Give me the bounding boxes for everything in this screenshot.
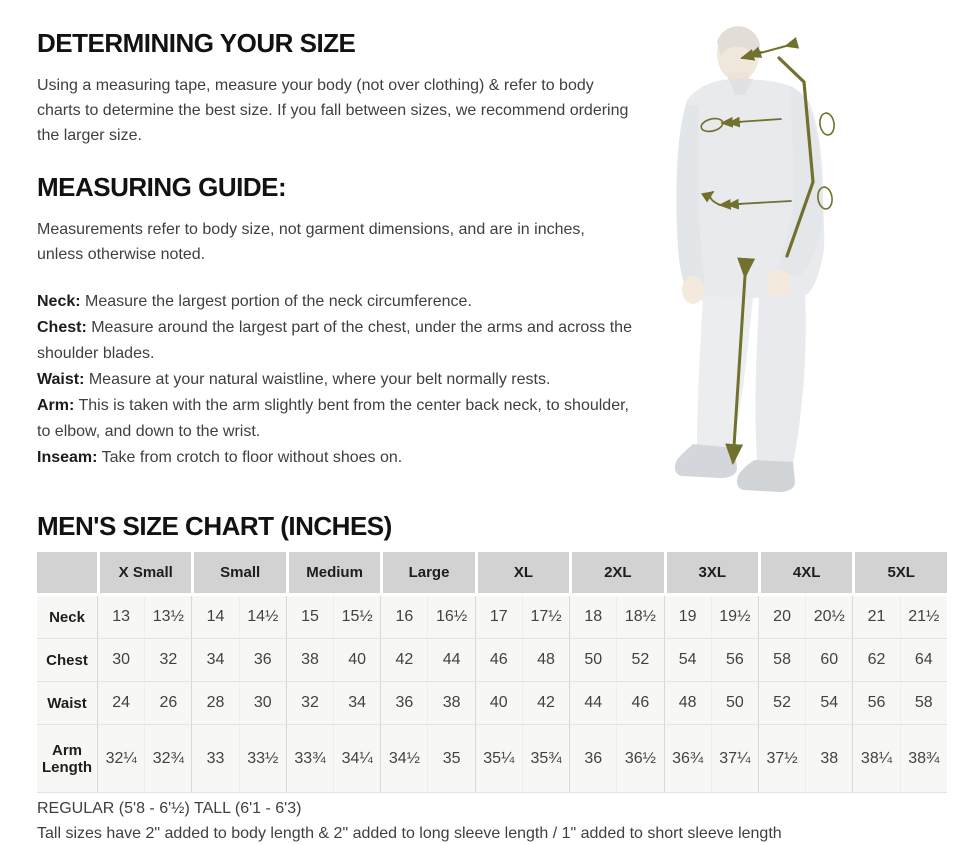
- size-value-cell: 30: [239, 682, 286, 725]
- size-value-cell: 17: [475, 596, 522, 639]
- size-value-cell: 38¼: [852, 725, 899, 793]
- size-value-cell: 37¼: [711, 725, 758, 793]
- size-value-cell: 20: [758, 596, 805, 639]
- waist-term: Waist:: [37, 370, 85, 388]
- measuring-guide-text: Measurements refer to body size, not garment dimensions, and are in inches, unless otherwise noted.: [37, 220, 585, 263]
- size-chart-header: [37, 552, 947, 596]
- size-column-header: Large: [380, 552, 474, 596]
- size-value-cell: 52: [758, 682, 805, 725]
- size-value-cell: 18½: [616, 596, 663, 639]
- waist-definition: [37, 367, 633, 393]
- size-value-cell: 32: [144, 639, 191, 682]
- determining-size-heading: DETERMINING YOUR SIZE: [37, 28, 356, 58]
- measurement-figure-svg: [641, 24, 941, 494]
- size-value-cell: 50: [711, 682, 758, 725]
- size-value-cell: 19½: [711, 596, 758, 639]
- intro-text: Using a measuring tape, measure your body (not over clothing) & refer to body charts to determine the best size. If you fall between sizes, we recommend ordering the larger size.: [37, 77, 629, 145]
- chest-term: Chest:: [37, 318, 87, 336]
- size-value-cell: 14: [191, 596, 238, 639]
- size-value-cell: 13: [97, 596, 144, 639]
- size-value-cell: 54: [805, 682, 852, 725]
- neck-term: Neck:: [37, 292, 81, 310]
- size-value-cell: 50: [569, 639, 616, 682]
- size-value-cell: 16½: [427, 596, 474, 639]
- size-value-cell: 21: [852, 596, 899, 639]
- size-value-cell: 56: [711, 639, 758, 682]
- size-header-row: [37, 552, 947, 596]
- size-value-cell: 48: [664, 682, 711, 725]
- measurement-figure: [641, 24, 941, 499]
- size-value-cell: 15½: [333, 596, 380, 639]
- size-column-header: XL: [475, 552, 569, 596]
- instructions-column: [37, 30, 633, 471]
- size-value-cell: 20½: [805, 596, 852, 639]
- size-value-cell: 35¾: [522, 725, 569, 793]
- size-value-cell: 38: [805, 725, 852, 793]
- size-value-cell: 33: [191, 725, 238, 793]
- size-value-cell: 34¼: [333, 725, 380, 793]
- measurement-row-label: Arm Length: [37, 725, 97, 793]
- size-value-cell: 13½: [144, 596, 191, 639]
- size-value-cell: 52: [616, 639, 663, 682]
- size-table-row: [37, 725, 947, 793]
- size-value-cell: 48: [522, 639, 569, 682]
- size-value-cell: 44: [569, 682, 616, 725]
- size-column-header: Medium: [286, 552, 380, 596]
- measuring-guide-heading: MEASURING GUIDE:: [37, 172, 287, 203]
- size-value-cell: 24: [97, 682, 144, 725]
- chart-footnotes: [37, 798, 947, 845]
- size-value-cell: 54: [664, 639, 711, 682]
- arm-description: This is taken with the arm slightly bent from the center back neck, to shoulder, to elbow, and down to the wrist.: [37, 396, 629, 440]
- neck-description: Measure the largest portion of the neck circumference.: [80, 292, 472, 310]
- size-chart-body: [37, 596, 947, 793]
- size-chart-heading: MEN'S SIZE CHART (INCHES): [37, 511, 392, 541]
- size-value-cell: 14½: [239, 596, 286, 639]
- size-value-cell: 32¼: [97, 725, 144, 793]
- size-value-cell: 38: [427, 682, 474, 725]
- tall-sizes-note: Tall sizes have 2" added to body length & 2" added to long sleeve length / 1" added to short sleeve length: [37, 825, 782, 843]
- size-value-cell: 37½: [758, 725, 805, 793]
- size-value-cell: 30: [97, 639, 144, 682]
- top-section: [37, 30, 947, 499]
- mens-size-chart-table: [37, 552, 947, 793]
- arm-term: Arm:: [37, 396, 75, 414]
- size-value-cell: 33¾: [286, 725, 333, 793]
- size-value-cell: 19: [664, 596, 711, 639]
- inseam-description: Take from crotch to floor without shoes on.: [97, 448, 403, 466]
- chest-description: Measure around the largest part of the chest, under the arms and across the shoulder blades.: [37, 318, 632, 362]
- measurement-row-label: Chest: [37, 639, 97, 682]
- inseam-term: Inseam:: [37, 448, 98, 466]
- size-value-cell: 35: [427, 725, 474, 793]
- size-value-cell: 36: [380, 682, 427, 725]
- size-value-cell: 28: [191, 682, 238, 725]
- measurement-row-label: Neck: [37, 596, 97, 639]
- size-value-cell: 64: [900, 639, 947, 682]
- inseam-definition: [37, 445, 633, 471]
- size-value-cell: 58: [900, 682, 947, 725]
- size-value-cell: 62: [852, 639, 899, 682]
- size-value-cell: 38¾: [900, 725, 947, 793]
- size-value-cell: 40: [475, 682, 522, 725]
- height-ranges-note: REGULAR (5'8 - 6'½) TALL (6'1 - 6'3): [37, 800, 302, 818]
- size-column-header: 3XL: [664, 552, 758, 596]
- size-value-cell: 33½: [239, 725, 286, 793]
- arm-definition: [37, 393, 633, 445]
- size-value-cell: 16: [380, 596, 427, 639]
- size-value-cell: 42: [522, 682, 569, 725]
- size-column-header: Small: [191, 552, 285, 596]
- size-value-cell: 17½: [522, 596, 569, 639]
- size-column-header: 4XL: [758, 552, 852, 596]
- size-value-cell: 46: [616, 682, 663, 725]
- size-value-cell: 36¾: [664, 725, 711, 793]
- size-value-cell: 36½: [616, 725, 663, 793]
- size-chart-corner-cell: [37, 552, 97, 596]
- size-table-row: [37, 639, 947, 682]
- size-column-header: X Small: [97, 552, 191, 596]
- size-column-header: 2XL: [569, 552, 663, 596]
- size-value-cell: 34½: [380, 725, 427, 793]
- size-value-cell: 58: [758, 639, 805, 682]
- size-value-cell: 35¼: [475, 725, 522, 793]
- size-value-cell: 44: [427, 639, 474, 682]
- size-value-cell: 32¾: [144, 725, 191, 793]
- size-column-header: 5XL: [852, 552, 947, 596]
- size-value-cell: 18: [569, 596, 616, 639]
- size-value-cell: 32: [286, 682, 333, 725]
- waist-description: Measure at your natural waistline, where your belt normally rests.: [84, 370, 551, 388]
- chest-definition: [37, 315, 633, 367]
- size-value-cell: 38: [286, 639, 333, 682]
- size-table-row: [37, 682, 947, 725]
- size-value-cell: 40: [333, 639, 380, 682]
- size-value-cell: 36: [569, 725, 616, 793]
- size-value-cell: 42: [380, 639, 427, 682]
- size-value-cell: 21½: [900, 596, 947, 639]
- size-value-cell: 26: [144, 682, 191, 725]
- size-value-cell: 34: [191, 639, 238, 682]
- neck-definition: [37, 289, 633, 315]
- measurement-row-label: Waist: [37, 682, 97, 725]
- size-value-cell: 34: [333, 682, 380, 725]
- size-value-cell: 56: [852, 682, 899, 725]
- size-value-cell: 36: [239, 639, 286, 682]
- size-table-row: [37, 596, 947, 639]
- size-value-cell: 46: [475, 639, 522, 682]
- measurement-definitions: [37, 289, 633, 471]
- size-value-cell: 60: [805, 639, 852, 682]
- size-value-cell: 15: [286, 596, 333, 639]
- person-silhouette: [675, 26, 824, 492]
